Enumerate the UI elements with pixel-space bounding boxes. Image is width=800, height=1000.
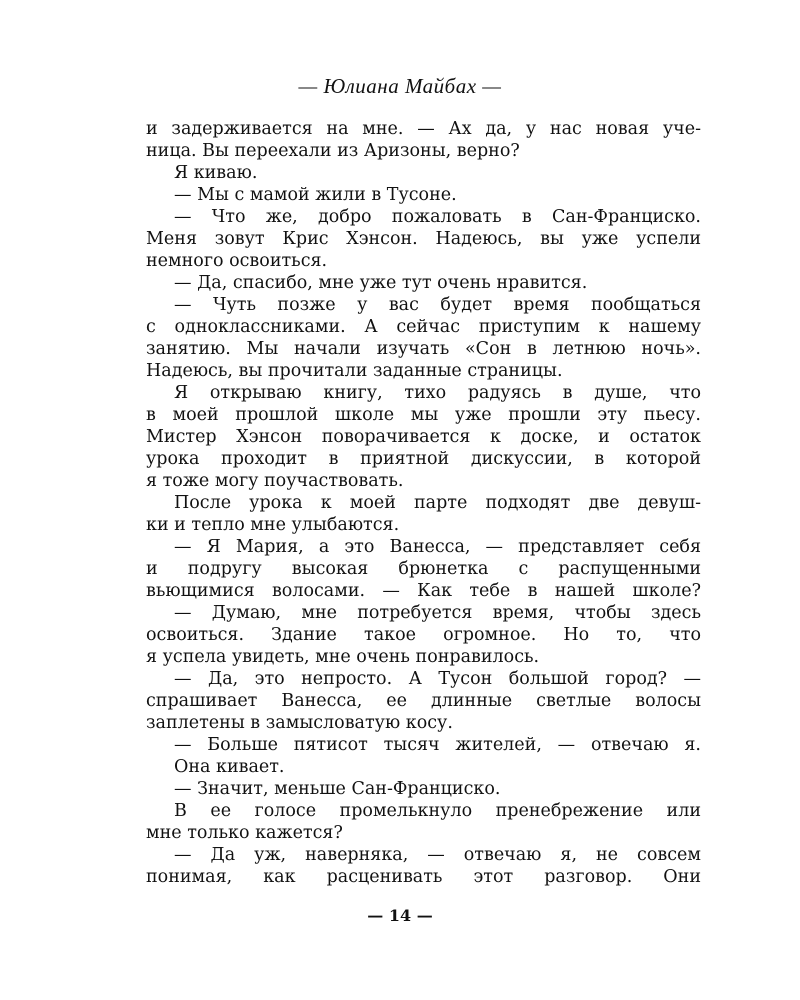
text-line: понимая, как расценивать этот разговор. Они	[146, 867, 701, 887]
text-line: немного освоиться.	[146, 251, 328, 271]
text-line: — Чуть позже у вас будет время пообщаться	[174, 295, 701, 315]
text-line: освоиться. Здание такое огромное. Но то, что	[146, 625, 701, 645]
text-line: — Да, спасибо, мне уже тут очень нравится.	[174, 273, 588, 293]
text-line: и подругу высокая брюнетка с распущенными	[146, 559, 701, 579]
running-head: — Юлиана Майбах —	[298, 74, 502, 98]
text-line: В ее голосе промелькнуло пренебрежение или	[174, 801, 701, 821]
text-line: — Да уж, наверняка, — отвечаю я, не совсем	[174, 845, 701, 865]
text-line: мне только кажется?	[146, 823, 343, 843]
page-number: — 14 —	[367, 906, 433, 925]
text-line: — Я Мария, а это Ванесса, — представляет себя	[174, 537, 701, 557]
text-line: Надеюсь, вы прочитали заданные страницы.	[146, 361, 563, 381]
text-line: урока проходит в приятной дискуссии, в которой	[146, 449, 701, 469]
text-line: заплетены в замысловатую косу.	[146, 713, 453, 733]
text-line: Меня зовут Крис Хэнсон. Надеюсь, вы уже успели	[146, 229, 701, 249]
text-line: занятию. Мы начали изучать «Сон в летнюю ночь».	[146, 339, 701, 359]
text-line: вьющимися волосами. — Как тебе в нашей школе?	[146, 581, 701, 601]
text-line: — Да, это непросто. А Тусон большой город? —	[174, 669, 701, 689]
text-line: ница. Вы переехали из Аризоны, верно?	[146, 141, 520, 161]
text-line: Я киваю.	[174, 163, 258, 183]
text-line: Она кивает.	[174, 757, 285, 777]
text-line: с одноклассниками. А сейчас приступим к нашему	[146, 317, 701, 337]
text-line: — Больше пятисот тысяч жителей, — отвечаю я.	[174, 735, 701, 755]
page-body-text	[146, 118, 701, 888]
text-line: — Значит, меньше Сан-Франциско.	[174, 779, 501, 799]
text-line: После урока к моей парте подходят две девуш-	[174, 493, 701, 513]
text-line: — Думаю, мне потребуется время, чтобы здесь	[174, 603, 701, 623]
text-line: спрашивает Ванесса, ее длинные светлые волосы	[146, 691, 701, 711]
text-line: Я открываю книгу, тихо радуясь в душе, что	[174, 383, 701, 403]
text-line: в моей прошлой школе мы уже прошли эту пьесу.	[146, 405, 701, 425]
text-line: ки и тепло мне улыбаются.	[146, 515, 400, 535]
text-line: — Мы с мамой жили в Тусоне.	[174, 185, 457, 205]
text-line: — Что же, добро пожаловать в Сан-Франциско.	[174, 207, 701, 227]
text-line: я успела увидеть, мне очень понравилось.	[146, 647, 540, 667]
text-line: и задерживается на мне. — Ах да, у нас новая уче-	[146, 119, 701, 139]
text-line: Мистер Хэнсон поворачивается к доске, и остаток	[146, 427, 701, 447]
text-line: я тоже могу поучаствовать.	[146, 471, 404, 491]
